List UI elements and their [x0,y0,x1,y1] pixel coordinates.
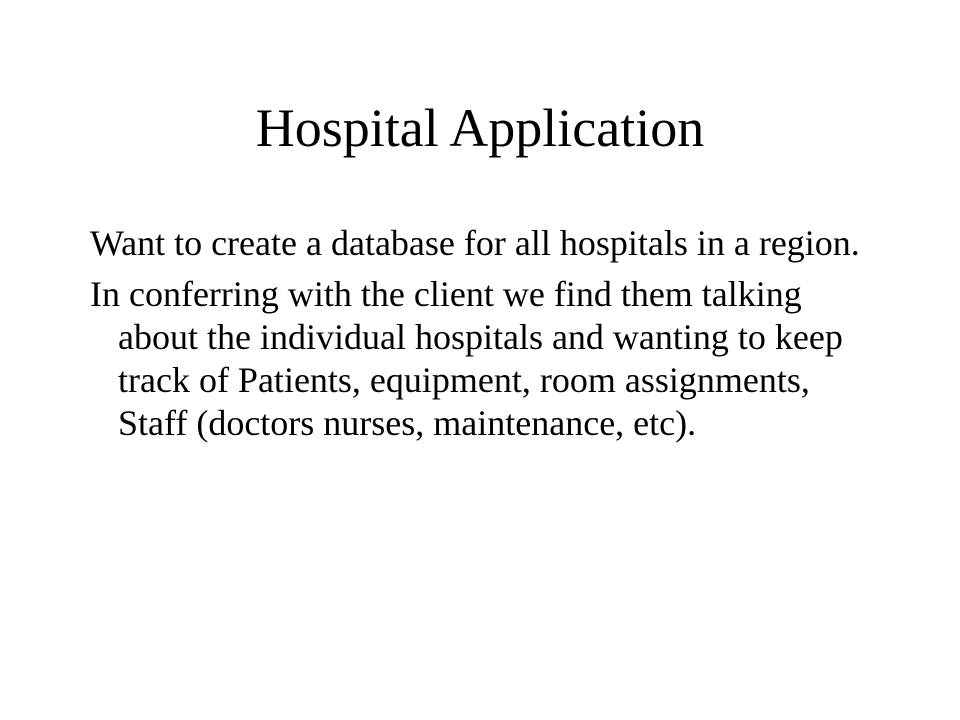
slide-title: Hospital Application [255,98,705,158]
bullet-item: Want to create a database for all hospitals in a region. [90,223,860,263]
bullet-list [90,222,870,453]
bullet-item: In conferring with the client we find them talking about the individual hospitals and wanting to keep track of Patients, equipment, room assignments, Staff (doctors nurses, maintenance, etc). [90,274,843,443]
